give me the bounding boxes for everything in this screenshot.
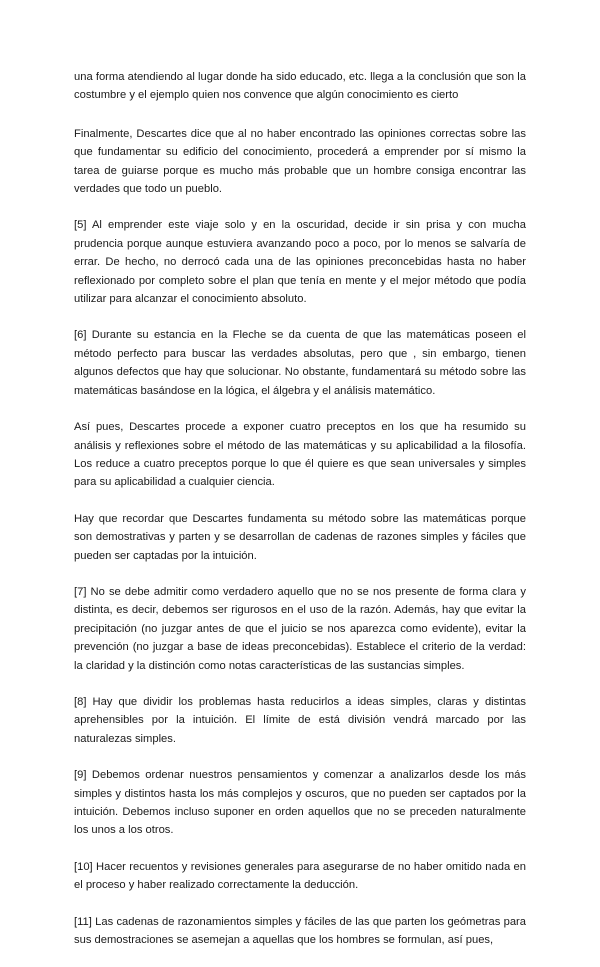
paragraph-8: [8] Hay que dividir los problemas hasta reducirlos a ideas simples, claras y distintas aprehensibles por la intuición. El límite de está división vendrá marcado por las naturalezas simples. [74, 695, 526, 745]
paragraph-10: [10] Hacer recuentos y revisiones generales para asegurarse de no haber omitido nada en el proceso y haber realizado correctamente la deducción. [74, 860, 526, 892]
paragraph-continuation: una forma atendiendo al lugar donde ha sido educado, etc. llega a la conclusión que son la costumbre y el ejemplo quien nos convence que algún conocimiento es cierto [74, 71, 526, 102]
paragraph-6: [6] Durante su estancia en la Fleche se da cuenta de que las matemáticas poseen el método perfecto para buscar las verdades absolutas, pero que , sin embargo, tienen algunos defectos que hay que solucionar. No obstante, fundamentará su método sobre las matemáticas basándose en la lógica, el álgebra y el análisis matemático. [74, 329, 526, 397]
paragraph-asi-pues: Así pues, Descartes procede a exponer cuatro preceptos en los que ha resumido su análisis y reflexiones sobre el método de las matemáticas y su aplicabilidad a la filosofía. Los reduce a cuatro preceptos porque lo que él quiere es que sean universales y simples para su aplicabilidad a cualquier ciencia. [74, 421, 526, 489]
paragraph-11: [11] Las cadenas de razonamientos simples y fáciles de las que parten los geómetras para sus demostraciones se asemejan a aquellas que los hombres se formulan, así pues, [74, 915, 526, 947]
paragraph-9: [9] Debemos ordenar nuestros pensamientos y comenzar a analizarlos desde los más simples y distintos hasta los más complejos y oscuros, que no pueden ser captados por la intuición. Debemos incluso suponer en orden aquellos que no se preceden naturalmente los unos a los otros. [74, 769, 526, 837]
paragraph-7: [7] No se debe admitir como verdadero aquello que no se nos presente de forma clara y distinta, es decir, debemos ser rigurosos en el uso de la razón. Además, hay que evitar la precipitación (no juzgar antes de que el juicio se nos aparezca como evidente), evitar la prevención (no juzgar a base de ideas preconcebidas). Establece el criterio de la verdad: la claridad y la distinción como notas características de las sustancias simples. [74, 585, 526, 672]
paragraph-finalmente: Finalmente, Descartes dice que al no haber encontrado las opiniones correctas sobre las que fundamentar su edificio del conocimiento, procederá a emprender por sí mismo la tarea de guiarse porque es mucho más probable que un hombre consiga encontrar las verdades que todo un pueblo. [74, 127, 526, 196]
paragraph-5: [5] Al emprender este viaje solo y en la oscuridad, decide ir sin prisa y con mucha prudencia porque aunque estuviera avanzando poco a poco, por lo menos se salvaría de errar. De hecho, no derrocó cada una de las opiniones preconcebidas hasta no haber reflexionado por completo sobre el plan que tenía en mente y el mejor método que podía utilizar para alcanzar el conocimiento absoluto. [74, 219, 526, 306]
paragraph-hay-que-recordar: Hay que recordar que Descartes fundamenta su método sobre las matemáticas porque son demostrativas y parten y se desarrollan de cadenas de razones simples y fáciles que pueden ser captadas por la intuición. [74, 512, 526, 562]
document-body [74, 68, 526, 967]
